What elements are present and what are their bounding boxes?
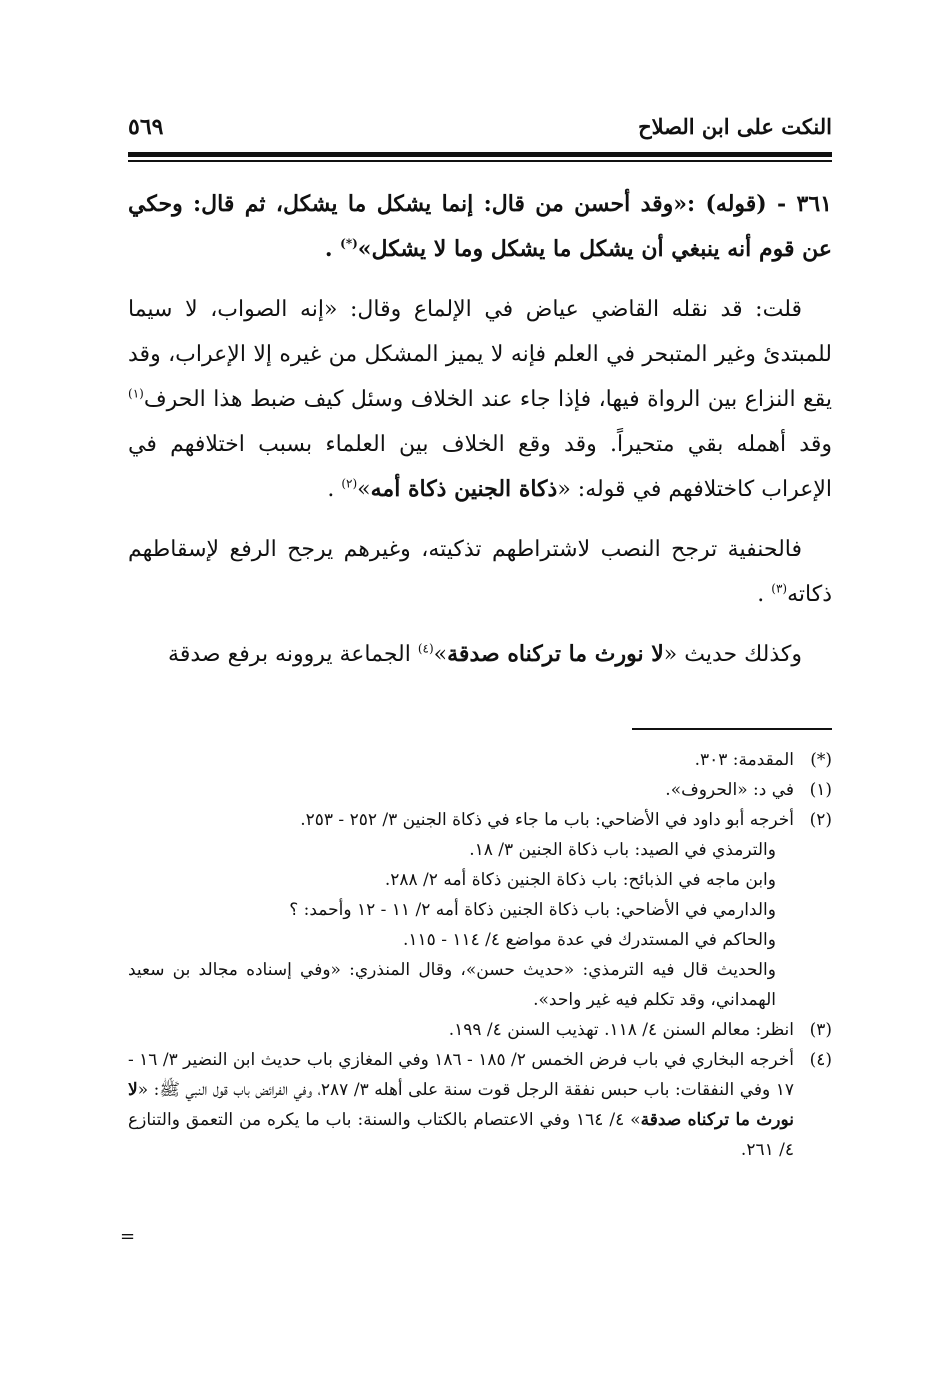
footnote-2-line: وابن ماجه في الذبائح: باب ذكاة الجنين ذكاة أمه ٢/ ٢٨٨. <box>384 870 776 890</box>
paragraph-quote <box>128 182 832 272</box>
commentary-text-1: قلت: قد نقله القاضي عياض في الإلماع وقال: «إنه الصواب، لا سيما للمبتدئ وغير المتبحر في العلم فإنه لا يميز المشكل من غيره إلا الإعراب، وقد يقع النزاع بين الرواة فيها، فإذا جاء عند الخلاف وسئل كيف ضبط هذا الحرف <box>128 297 832 412</box>
footnote-text: أخرجه أبو داود في الأضاحي: باب ما جاء في ذكاة الجنين ٣/ ٢٥٢ - ٢٥٣. <box>300 810 794 830</box>
footnote-text-1: أخرجه البخاري في باب فرض الخمس ٢/ ١٨٥ - ١٨٦ وفي المغازي باب حديث ابن النضير ٣/ ١٦ - ١٧ وفي النفقات: باب حبس نفقة الرجل قوت سنة على أهله ٣/ ٢٨٧، وفي الفرائض باب قول النبي ﷺ: « <box>128 1050 794 1100</box>
main-text <box>128 182 832 692</box>
header-rule-thin <box>128 160 832 162</box>
footnote-4 <box>128 1045 832 1165</box>
footnote-ref-3[interactable]: (٣) <box>771 581 788 596</box>
page-header <box>128 110 832 146</box>
page-number: ٥٦٩ <box>128 114 164 140</box>
hanafi-end: . <box>757 582 772 607</box>
commentary-text-4: . <box>327 477 342 502</box>
footnote-number: (٢) <box>809 810 832 830</box>
header-rule-thick <box>128 152 832 157</box>
footnote-text: المقدمة: ٣٠٣. <box>694 750 794 770</box>
hadith-phrase-2: لا نورث ما تركناه صدقة <box>447 641 664 667</box>
commentary-text-3: » <box>357 477 371 502</box>
footnote-ref-star[interactable]: (*) <box>340 236 358 251</box>
footnote-text-2: » ٤/ ١٦٤ وفي الاعتصام بالكتاب والسنة: باب ما يكره من التعمق والتنازع ٤/ ٢٦١. <box>128 1110 794 1160</box>
footnote-star <box>128 745 832 775</box>
footnote-ref-1[interactable]: (١) <box>128 386 144 401</box>
footnote-3 <box>128 1015 832 1045</box>
running-title: النكت على ابن الصلاح <box>638 114 832 139</box>
footnote-text: انظر: معالم السنن ٤/ ١١٨. تهذيب السنن ٤/ ١٩٩. <box>448 1020 794 1040</box>
commentary-text-2: وقد أهمله بقي متحيراً. وقد وقع الخلاف بين العلماء بسبب اختلافهم في الإعراب كاختلافهم في قوله: « <box>128 432 832 502</box>
paragraph-hadith <box>128 632 832 677</box>
footnote-ref-2[interactable]: (٢) <box>341 476 358 491</box>
hadith-phrase: ذكاة الجنين ذكاة أمه <box>370 476 558 502</box>
footnote-2-line: والحديث قال فيه الترمذي: «حديث حسن»، وقال المنذري: «وفي إسناده مجالد بن سعيد الهمداني، وقد تكلم فيه غير واحد». <box>128 960 776 1010</box>
footnotes <box>128 745 832 1165</box>
paragraph-hanafi <box>128 527 832 617</box>
hadith-text-1: وكذلك حديث « <box>663 642 802 667</box>
footnote-ref-4[interactable]: (٤) <box>417 641 434 656</box>
footnote-number: (١) <box>809 780 832 800</box>
footnote-1 <box>128 775 832 805</box>
footnote-text: في د: «الحروف». <box>665 780 794 800</box>
quote-end: . <box>324 236 341 262</box>
footnote-2-line: والترمذي في الصيد: باب ذكاة الجنين ٣/ ١٨. <box>469 840 776 860</box>
quote-text: ٣٦١ - (قوله) :«وقد أحسن من قال: إنما يشكل ما يشكل، ثم قال: وحكي عن قوم أنه ينبغي أن يشكل ما يشكل وما لا يشكل» <box>128 191 832 262</box>
continuation-mark: = <box>120 1226 136 1247</box>
hanafi-text: فالحنفية ترجح النصب لاشتراطهم تذكيته، وغيرهم يرجح الرفع لإسقاطهم ذكاته <box>128 537 832 607</box>
hadith-text-3: الجماعة يروونه برفع صدقة <box>168 642 418 667</box>
hadith-text-2: » <box>433 642 448 667</box>
footnote-number: (٣) <box>809 1020 832 1040</box>
footnote-2-line: والحاكم في المستدرك في عدة مواضع ٤/ ١١٤ - ١١٥. <box>403 930 776 950</box>
footnote-hadith-phrase: لا نورث ما تركناه صدقة <box>128 1080 795 1130</box>
footnote-number: (*) <box>810 750 832 770</box>
paragraph-commentary <box>128 287 832 512</box>
footnote-number: (٤) <box>809 1050 832 1070</box>
footnote-2-line: والدارمي في الأضاحي: باب ذكاة الجنين ذكاة أمه ٢/ ١١ - ١٢ وأحمد: ؟ <box>289 900 776 920</box>
footnote-2 <box>128 805 832 835</box>
footnote-separator <box>632 728 832 730</box>
